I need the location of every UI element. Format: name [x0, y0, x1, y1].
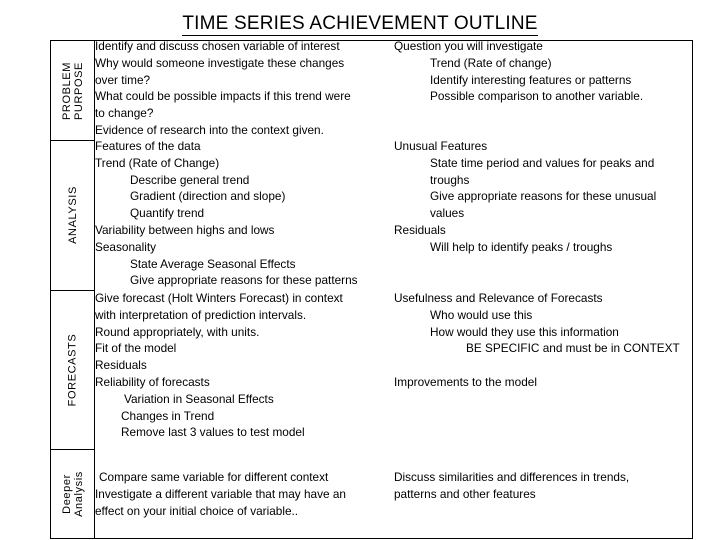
text-line: Discuss similarities and differences in trends,: [394, 470, 630, 484]
text-line: Reliability of forecasts: [95, 374, 210, 389]
text-line: with interpretation of prediction intervals.: [95, 307, 307, 322]
text-line: effect on your initial choice of variable..: [95, 503, 299, 518]
problem-left-text: [95, 38, 351, 139]
text-line: to change?: [95, 106, 154, 121]
label-line: ANALYSIS: [66, 186, 79, 244]
section-label-problem: [51, 41, 94, 140]
text-line: Gradient (direction and slope): [130, 189, 286, 204]
text-line: Who would use this: [430, 307, 533, 322]
text-line: What could be possible impacts if this trend were: [95, 89, 351, 104]
text-line: troughs: [430, 172, 470, 187]
text-line: Fit of the model: [95, 341, 177, 356]
text-line: Question you will investigate: [394, 39, 543, 53]
text-line: Variation in Seasonal Effects: [124, 391, 274, 406]
label-line: Deeper: [60, 473, 73, 514]
forecasts-left-text: [95, 290, 343, 441]
text-line: Possible comparison to another variable.: [430, 89, 644, 104]
text-line: Usefulness and Relevance of Forecasts: [394, 291, 603, 305]
text-line: Unusual Features: [394, 139, 488, 153]
text-line: Identify and discuss chosen variable of interest: [95, 39, 340, 53]
deeper-left-text: [95, 469, 346, 519]
text-line: over time?: [95, 72, 151, 87]
text-line: State Average Seasonal Effects: [130, 256, 296, 271]
text-line: Why would someone investigate these changes: [95, 55, 345, 70]
text-line: Will help to identify peaks / troughs: [430, 239, 613, 254]
text-line: Seasonality: [95, 239, 156, 254]
text-line: Give appropriate reasons for these patterns: [130, 273, 358, 288]
text-line: Evidence of research into the context given.: [95, 122, 324, 137]
page-title: [0, 12, 720, 36]
text-line: State time period and values for peaks and: [430, 155, 655, 170]
text-line: Give forecast (Holt Winters Forecast) in context: [95, 291, 343, 305]
section-label-analysis: [51, 140, 94, 290]
problem-right-text: [394, 38, 643, 105]
analysis-left-text: [95, 138, 358, 289]
text-line: Investigate a different variable that may have an: [95, 486, 346, 501]
text-line: Variability between highs and lows: [95, 222, 275, 237]
label-line: Analysis: [72, 470, 85, 517]
text-line: How would they use this information: [430, 324, 619, 339]
text-line: Features of the data: [95, 139, 201, 153]
text-line: Trend (Rate of Change): [95, 155, 220, 170]
section-label-forecasts: [51, 290, 94, 449]
text-line: Trend (Rate of change): [430, 55, 552, 70]
text-line: Changes in Trend: [121, 408, 215, 423]
text-line: Identify interesting features or patterns: [430, 72, 632, 87]
text-line: BE SPECIFIC and must be in CONTEXT: [466, 341, 680, 356]
text-line: Round appropriately, with units.: [95, 324, 260, 339]
text-line: Describe general trend: [130, 172, 250, 187]
label-line: PURPOSE: [72, 61, 85, 120]
text-line: Remove last 3 values to test model: [121, 425, 305, 440]
text-line: Quantify trend: [130, 206, 205, 221]
text-line: Residuals: [95, 358, 147, 373]
text-line: Residuals: [394, 222, 446, 237]
label-line: PROBLEM: [60, 61, 73, 120]
text-line: Give appropriate reasons for these unusual: [430, 189, 657, 204]
label-line: FORECASTS: [66, 333, 79, 406]
text-line: Compare same variable for different context: [99, 470, 329, 484]
analysis-right-text: [394, 138, 656, 256]
title-text: TIME SERIES ACHIEVEMENT OUTLINE: [182, 13, 538, 34]
section-label-deeper-analysis: [51, 449, 94, 538]
text-line: Improvements to the model: [394, 374, 537, 389]
text-line: patterns and other features: [394, 486, 536, 501]
forecasts-right-text: [394, 290, 680, 391]
text-line: values: [430, 206, 465, 221]
deeper-right-text: [394, 469, 629, 503]
